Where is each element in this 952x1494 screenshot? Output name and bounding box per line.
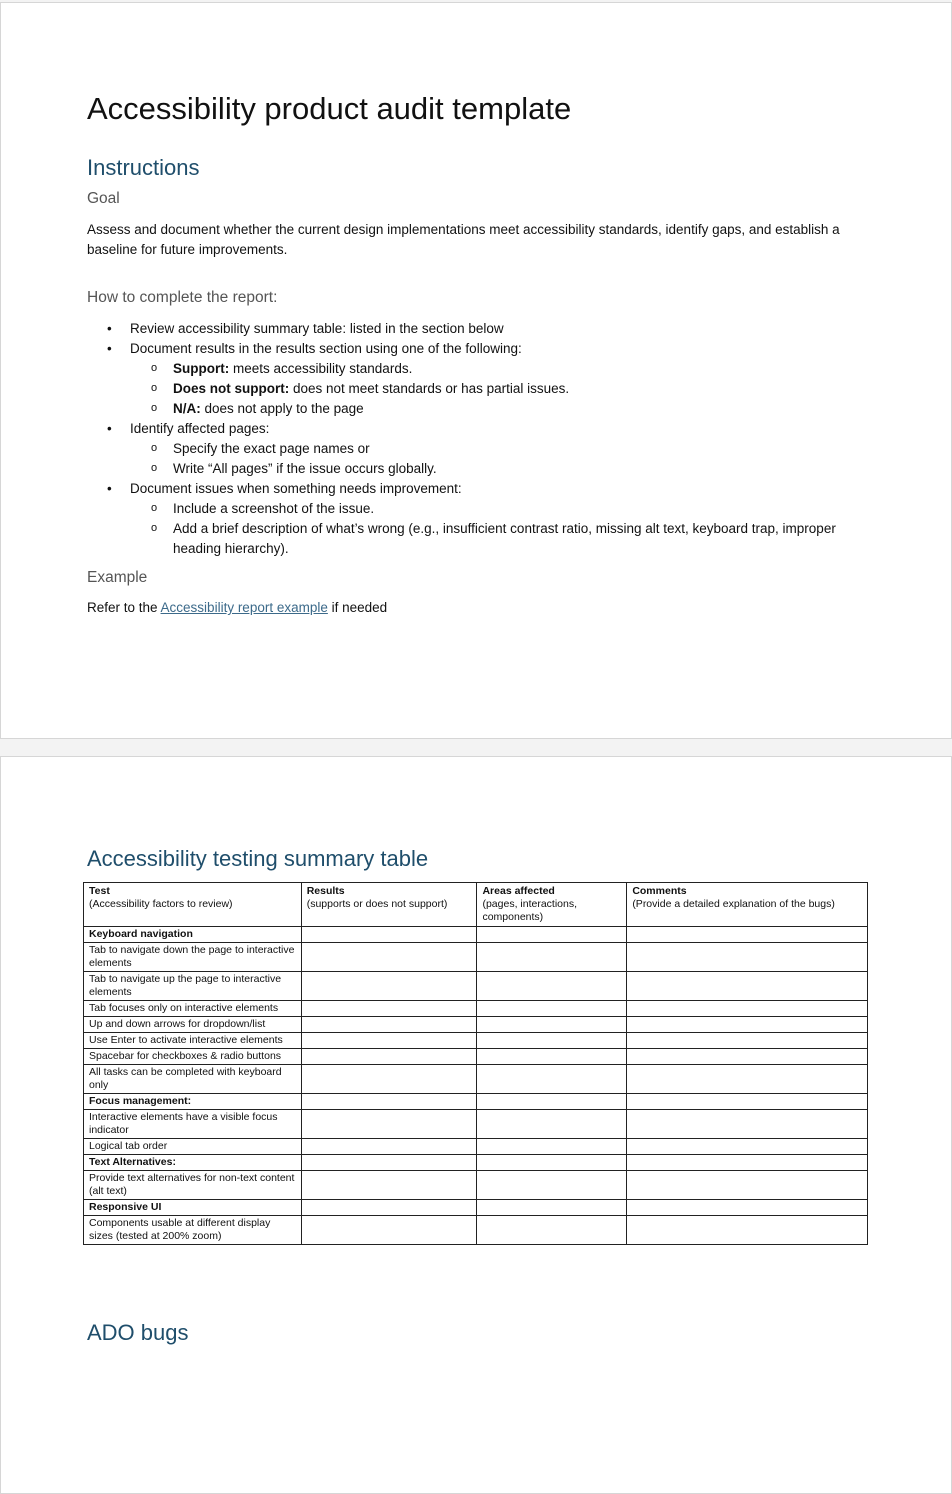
comments-cell[interactable] [627, 972, 868, 1001]
table-category-row [84, 927, 868, 943]
areas-affected-cell[interactable] [477, 1017, 627, 1033]
document-issues-list [130, 499, 887, 559]
areas-affected-cell[interactable] [477, 1216, 627, 1245]
table-row [84, 972, 868, 1001]
accessibility-report-example-link[interactable]: Accessibility report example [160, 600, 328, 615]
example-paragraph [87, 598, 877, 618]
comments-cell[interactable] [627, 1065, 868, 1094]
results-options-list [130, 359, 887, 419]
comments-cell[interactable] [627, 1049, 868, 1065]
column-header-comments [627, 883, 868, 927]
test-cell: Logical tab order [84, 1139, 302, 1155]
option-label: N/A: [173, 401, 201, 416]
affected-pages-list [130, 439, 887, 479]
table-body [84, 927, 868, 1245]
list-item [130, 399, 887, 419]
table-category-row [84, 1200, 868, 1216]
list-item: o Include a screenshot of the issue. [130, 499, 887, 519]
areas-affected-cell[interactable] [477, 1139, 627, 1155]
list-item [87, 339, 887, 419]
areas-affected-cell[interactable] [477, 1155, 627, 1171]
list-item: o Write “All pages” if the issue occurs globally. [130, 459, 887, 479]
results-cell[interactable] [301, 1001, 477, 1017]
comments-cell[interactable] [627, 943, 868, 972]
header-title: Test [89, 885, 110, 897]
document-page-2 [0, 756, 952, 1494]
table-category-row [84, 1155, 868, 1171]
option-text: meets accessibility standards. [229, 361, 413, 376]
ado-bugs-heading: ADO bugs [87, 1320, 189, 1345]
table-row [84, 1216, 868, 1245]
results-cell[interactable] [301, 1155, 477, 1171]
option-text: does not meet standards or has partial issues. [289, 381, 570, 396]
areas-affected-cell[interactable] [477, 1094, 627, 1110]
instructions-list [87, 319, 887, 559]
comments-cell[interactable] [627, 927, 868, 943]
list-item [87, 419, 887, 479]
list-item-text: Document issues when something needs improvement: [130, 481, 462, 496]
comments-cell[interactable] [627, 1155, 868, 1171]
areas-affected-cell[interactable] [477, 927, 627, 943]
areas-affected-cell[interactable] [477, 1033, 627, 1049]
table-row [84, 1049, 868, 1065]
test-cell: Tab focuses only on interactive elements [84, 1001, 302, 1017]
results-cell[interactable] [301, 1139, 477, 1155]
comments-cell[interactable] [627, 1094, 868, 1110]
header-subtitle: (pages, interactions, components) [482, 898, 578, 923]
test-cell: Tab to navigate down the page to interactive elements [84, 943, 302, 972]
list-item [87, 479, 887, 559]
list-item-text: Identify affected pages: [130, 421, 270, 436]
header-title: Results [306, 885, 345, 897]
results-cell[interactable] [301, 1049, 477, 1065]
results-cell[interactable] [301, 1033, 477, 1049]
example-prefix: Refer to the [87, 600, 161, 615]
document-page-1 [0, 2, 952, 739]
table-row [84, 1033, 868, 1049]
areas-affected-cell[interactable] [477, 943, 627, 972]
results-cell[interactable] [301, 1094, 477, 1110]
list-item [87, 319, 887, 339]
results-cell[interactable] [301, 1216, 477, 1245]
test-cell: Up and down arrows for dropdown/list [84, 1017, 302, 1033]
how-to-heading: How to complete the report: [87, 289, 278, 306]
table-row [84, 1171, 868, 1200]
areas-affected-cell[interactable] [477, 1049, 627, 1065]
test-cell: Tab to navigate up the page to interactive elements [84, 972, 302, 1001]
header-title: Areas affected [482, 885, 555, 897]
test-cell: Interactive elements have a visible focus indicator [84, 1110, 302, 1139]
table-row [84, 1017, 868, 1033]
results-cell[interactable] [301, 1017, 477, 1033]
list-item [130, 359, 887, 379]
table-row [84, 1110, 868, 1139]
option-label: Support: [173, 361, 230, 376]
results-cell[interactable] [301, 927, 477, 943]
header-subtitle: (Accessibility factors to review) [89, 898, 233, 910]
goal-paragraph: Assess and document whether the current design implementations meet accessibility standards, identify gaps, and establish a baseline for future improvements. [87, 222, 840, 257]
areas-affected-cell[interactable] [477, 1200, 627, 1216]
test-cell: Provide text alternatives for non-text content (alt text) [84, 1171, 302, 1200]
comments-cell[interactable] [627, 1200, 868, 1216]
test-cell: Responsive UI [84, 1200, 302, 1216]
goal-heading: Goal [87, 190, 120, 207]
results-cell[interactable] [301, 1065, 477, 1094]
option-label: Does not support: [173, 381, 290, 396]
areas-affected-cell[interactable] [477, 1171, 627, 1200]
areas-affected-cell[interactable] [477, 1110, 627, 1139]
list-item-text: Document results in the results section using one of the following: [130, 341, 522, 356]
results-cell[interactable] [301, 943, 477, 972]
comments-cell[interactable] [627, 1001, 868, 1017]
comments-cell[interactable] [627, 1171, 868, 1200]
areas-affected-cell[interactable] [477, 1001, 627, 1017]
list-item: o Add a brief description of what’s wrong (e.g., insufficient contrast ratio, missing alt text, keyboard trap, improper heading hierarchy). [130, 519, 887, 559]
comments-cell[interactable] [627, 1110, 868, 1139]
summary-table-heading: Accessibility testing summary table [87, 846, 429, 871]
test-cell: Focus management: [84, 1094, 302, 1110]
areas-affected-cell[interactable] [477, 972, 627, 1001]
header-subtitle: (supports or does not support) [306, 898, 448, 910]
test-cell: Keyboard navigation [84, 927, 302, 943]
table-header-row [84, 883, 868, 927]
table-row [84, 1065, 868, 1094]
comments-cell[interactable] [627, 1017, 868, 1033]
option-text: does not apply to the page [200, 401, 364, 416]
list-item [130, 379, 887, 399]
results-cell[interactable] [301, 1200, 477, 1216]
comments-cell[interactable] [627, 1139, 868, 1155]
accessibility-summary-table [83, 882, 868, 1245]
table-row [84, 1139, 868, 1155]
example-heading: Example [87, 569, 148, 586]
test-cell: All tasks can be completed with keyboard only [84, 1065, 302, 1094]
results-cell[interactable] [301, 972, 477, 1001]
table-row [84, 1001, 868, 1017]
instructions-heading: Instructions [87, 155, 200, 180]
test-cell: Spacebar for checkboxes & radio buttons [84, 1049, 302, 1065]
list-item-text: Review accessibility summary table: listed in the section below [130, 321, 504, 336]
list-item: o Specify the exact page names or [130, 439, 887, 459]
header-title: Comments [632, 885, 687, 897]
test-cell: Text Alternatives: [84, 1155, 302, 1171]
table-category-row [84, 1094, 868, 1110]
test-cell: Components usable at different display sizes (tested at 200% zoom) [84, 1216, 302, 1245]
results-cell[interactable] [301, 1110, 477, 1139]
comments-cell[interactable] [627, 1216, 868, 1245]
column-header-areas-affected [477, 883, 627, 927]
comments-cell[interactable] [627, 1033, 868, 1049]
areas-affected-cell[interactable] [477, 1065, 627, 1094]
column-header-results [301, 883, 477, 927]
table-row [84, 943, 868, 972]
column-header-test [84, 883, 302, 927]
document-title: Accessibility product audit template [87, 91, 572, 126]
test-cell: Use Enter to activate interactive elements [84, 1033, 302, 1049]
results-cell[interactable] [301, 1171, 477, 1200]
header-subtitle: (Provide a detailed explanation of the bugs) [632, 898, 835, 910]
example-suffix: if needed [327, 600, 388, 615]
